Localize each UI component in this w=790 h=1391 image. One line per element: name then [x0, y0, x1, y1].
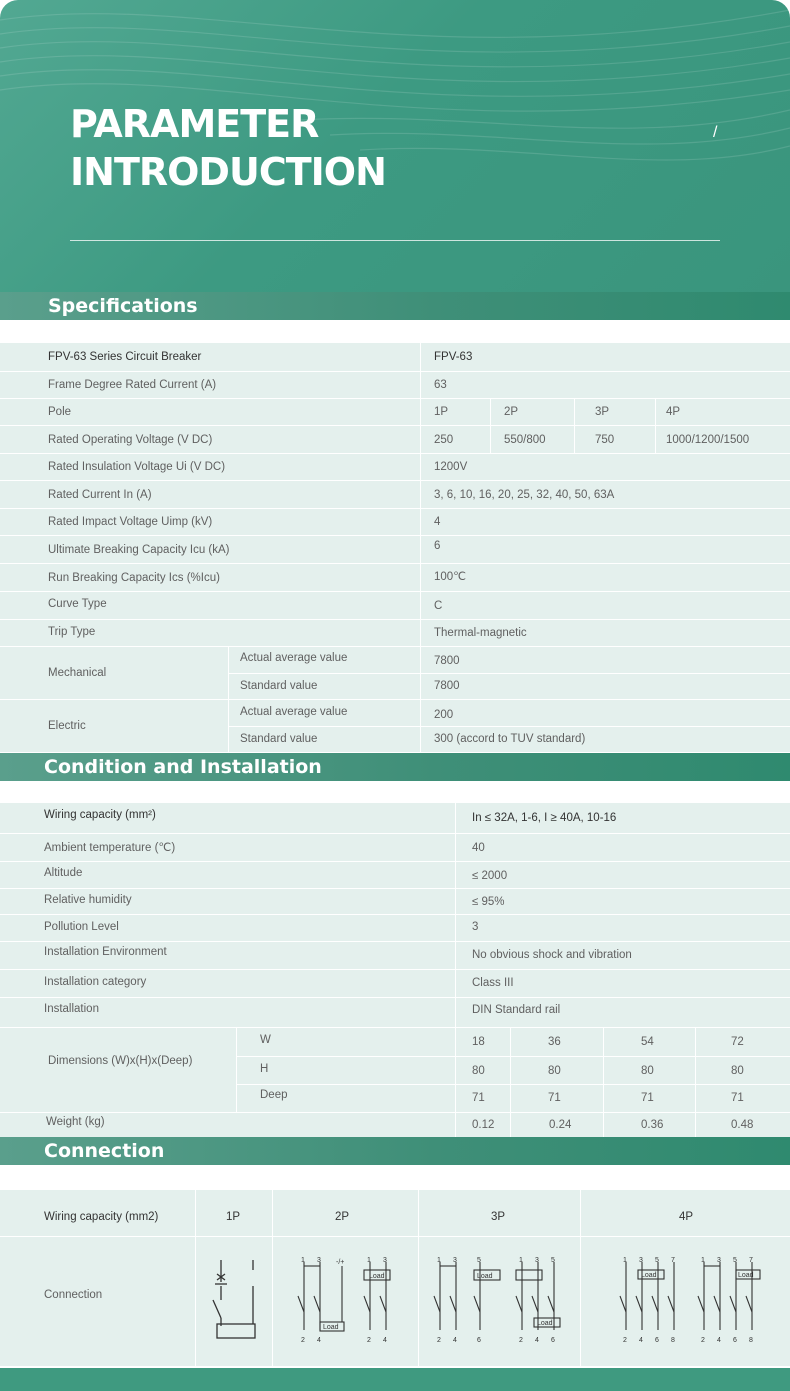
svg-text:2: 2 — [519, 1337, 523, 1344]
svg-text:4: 4 — [639, 1337, 643, 1344]
spec-row-header: FPV-63 Series Circuit Breaker FPV-63 — [0, 342, 790, 371]
hero-title — [70, 100, 386, 196]
svg-text:-/+: -/+ — [336, 1259, 345, 1266]
section-condition — [0, 753, 790, 781]
section-title: Condition and Installation — [44, 756, 322, 778]
svg-text:5: 5 — [477, 1257, 481, 1264]
diagram-1p — [205, 1256, 265, 1346]
cond-row-environment: Installation Environment No obvious shock and vibration — [0, 941, 790, 969]
conn-header-label: Wiring capacity (mm2) — [44, 1211, 159, 1223]
footer-bar — [0, 1368, 790, 1391]
svg-text:Load: Load — [323, 1324, 339, 1331]
svg-text:1: 1 — [519, 1257, 523, 1264]
spec-row-curve-type: Curve Type C — [0, 591, 790, 619]
svg-text:7: 7 — [671, 1257, 675, 1264]
cond-row-wiring: Wiring capacity (mm²) In ≤ 32A, 1-6, I ≥ 40A, 10-16 — [0, 802, 790, 833]
svg-text:6: 6 — [551, 1337, 555, 1344]
spec-row-rated-current: Rated Current In (A) 3, 6, 10, 16, 20, 25, 32, 40, 50, 63A — [0, 480, 790, 508]
spec-row-pole: Pole 1P 2P 3P 4P — [0, 398, 790, 425]
spec-row-trip-type: Trip Type Thermal-magnetic — [0, 619, 790, 646]
svg-text:2: 2 — [701, 1337, 705, 1344]
spec-row-frame-current: Frame Degree Rated Current (A) 63 — [0, 371, 790, 398]
section-connection — [0, 1137, 790, 1165]
svg-text:8: 8 — [671, 1337, 675, 1344]
svg-text:1: 1 — [301, 1257, 305, 1264]
conn-row-label: Connection — [44, 1289, 103, 1301]
section-title: Connection — [44, 1140, 165, 1162]
hero-title-line1: PARAMETER — [70, 102, 319, 146]
svg-text:6: 6 — [733, 1337, 737, 1344]
svg-text:5: 5 — [733, 1257, 737, 1264]
svg-text:3: 3 — [453, 1257, 457, 1264]
svg-text:2: 2 — [301, 1337, 305, 1344]
svg-text:Load: Load — [369, 1273, 385, 1280]
svg-text:7: 7 — [749, 1257, 753, 1264]
hero-banner — [0, 0, 790, 292]
spec-row-ultimate-breaking: Ultimate Breaking Capacity Icu (kA) 6 — [0, 535, 790, 563]
svg-text:4: 4 — [717, 1337, 721, 1344]
svg-text:4: 4 — [535, 1337, 539, 1344]
diagram-4p — [612, 1256, 772, 1346]
section-title: Specifications — [48, 295, 198, 317]
conn-pole-3p: 3P — [491, 1211, 506, 1223]
cond-row-dimensions: Dimensions (W)x(H)x(Deep) W 18 36 54 72 H 80 80 80 80 Deep 71 71 71 71 — [0, 1027, 790, 1112]
svg-text:4: 4 — [317, 1337, 321, 1344]
spec-row-mechanical: Mechanical Actual average value 7800 Standard value 7800 — [0, 646, 790, 699]
svg-text:Load: Load — [537, 1320, 553, 1327]
cond-row-altitude: Altitude ≤ 2000 — [0, 861, 790, 888]
svg-text:2: 2 — [437, 1337, 441, 1344]
spec-row-insulation-voltage: Rated Insulation Voltage Ui (V DC) 1200V — [0, 453, 790, 480]
cond-row-pollution: Pollution Level 3 — [0, 914, 790, 941]
spec-row-operating-voltage: Rated Operating Voltage (V DC) 250 550/800 750 1000/1200/1500 — [0, 425, 790, 453]
svg-text:1: 1 — [623, 1257, 627, 1264]
svg-text:6: 6 — [477, 1337, 481, 1344]
diagram-3p — [430, 1256, 570, 1346]
hero-mark: / — [713, 124, 718, 141]
svg-text:3: 3 — [535, 1257, 539, 1264]
conn-pole-1p: 1P — [226, 1211, 241, 1223]
svg-text:2: 2 — [623, 1337, 627, 1344]
svg-text:5: 5 — [655, 1257, 659, 1264]
cond-row-humidity: Relative humidity ≤ 95% — [0, 888, 790, 914]
svg-text:Load: Load — [738, 1272, 754, 1279]
svg-text:1: 1 — [437, 1257, 441, 1264]
svg-text:Load: Load — [641, 1272, 657, 1279]
spec-row-run-breaking: Run Breaking Capacity Ics (%Icu) 100℃ — [0, 563, 790, 591]
svg-text:3: 3 — [717, 1257, 721, 1264]
svg-text:8: 8 — [749, 1337, 753, 1344]
svg-text:1: 1 — [367, 1257, 371, 1264]
cond-row-ambient: Ambient temperature (℃) 40 — [0, 833, 790, 861]
svg-text:3: 3 — [317, 1257, 321, 1264]
diagram-2p — [292, 1256, 402, 1346]
spec-row-impact-voltage: Rated Impact Voltage Uimp (kV) 4 — [0, 508, 790, 535]
svg-text:1: 1 — [701, 1257, 705, 1264]
svg-text:5: 5 — [551, 1257, 555, 1264]
condition-table — [0, 802, 790, 1137]
section-specifications — [0, 292, 790, 320]
svg-text:4: 4 — [453, 1337, 457, 1344]
svg-text:Load: Load — [477, 1273, 493, 1280]
svg-text:3: 3 — [383, 1257, 387, 1264]
hero-divider — [70, 240, 720, 241]
cond-row-category: Installation category Class III — [0, 969, 790, 997]
svg-text:4: 4 — [383, 1337, 387, 1344]
connection-table — [0, 1190, 790, 1366]
specifications-table — [0, 342, 790, 752]
cond-row-installation: Installation DIN Standard rail — [0, 997, 790, 1027]
svg-text:6: 6 — [655, 1337, 659, 1344]
spec-row-electric: Electric Actual average value 200 Standard value 300 (accord to TUV standard) — [0, 699, 790, 752]
svg-text:2: 2 — [367, 1337, 371, 1344]
conn-pole-4p: 4P — [679, 1211, 694, 1223]
cond-row-weight: Weight (kg) 0.12 0.24 0.36 0.48 — [0, 1112, 790, 1137]
svg-text:3: 3 — [639, 1257, 643, 1264]
hero-title-line2: INTRODUCTION — [70, 150, 386, 194]
conn-pole-2p: 2P — [335, 1211, 350, 1223]
